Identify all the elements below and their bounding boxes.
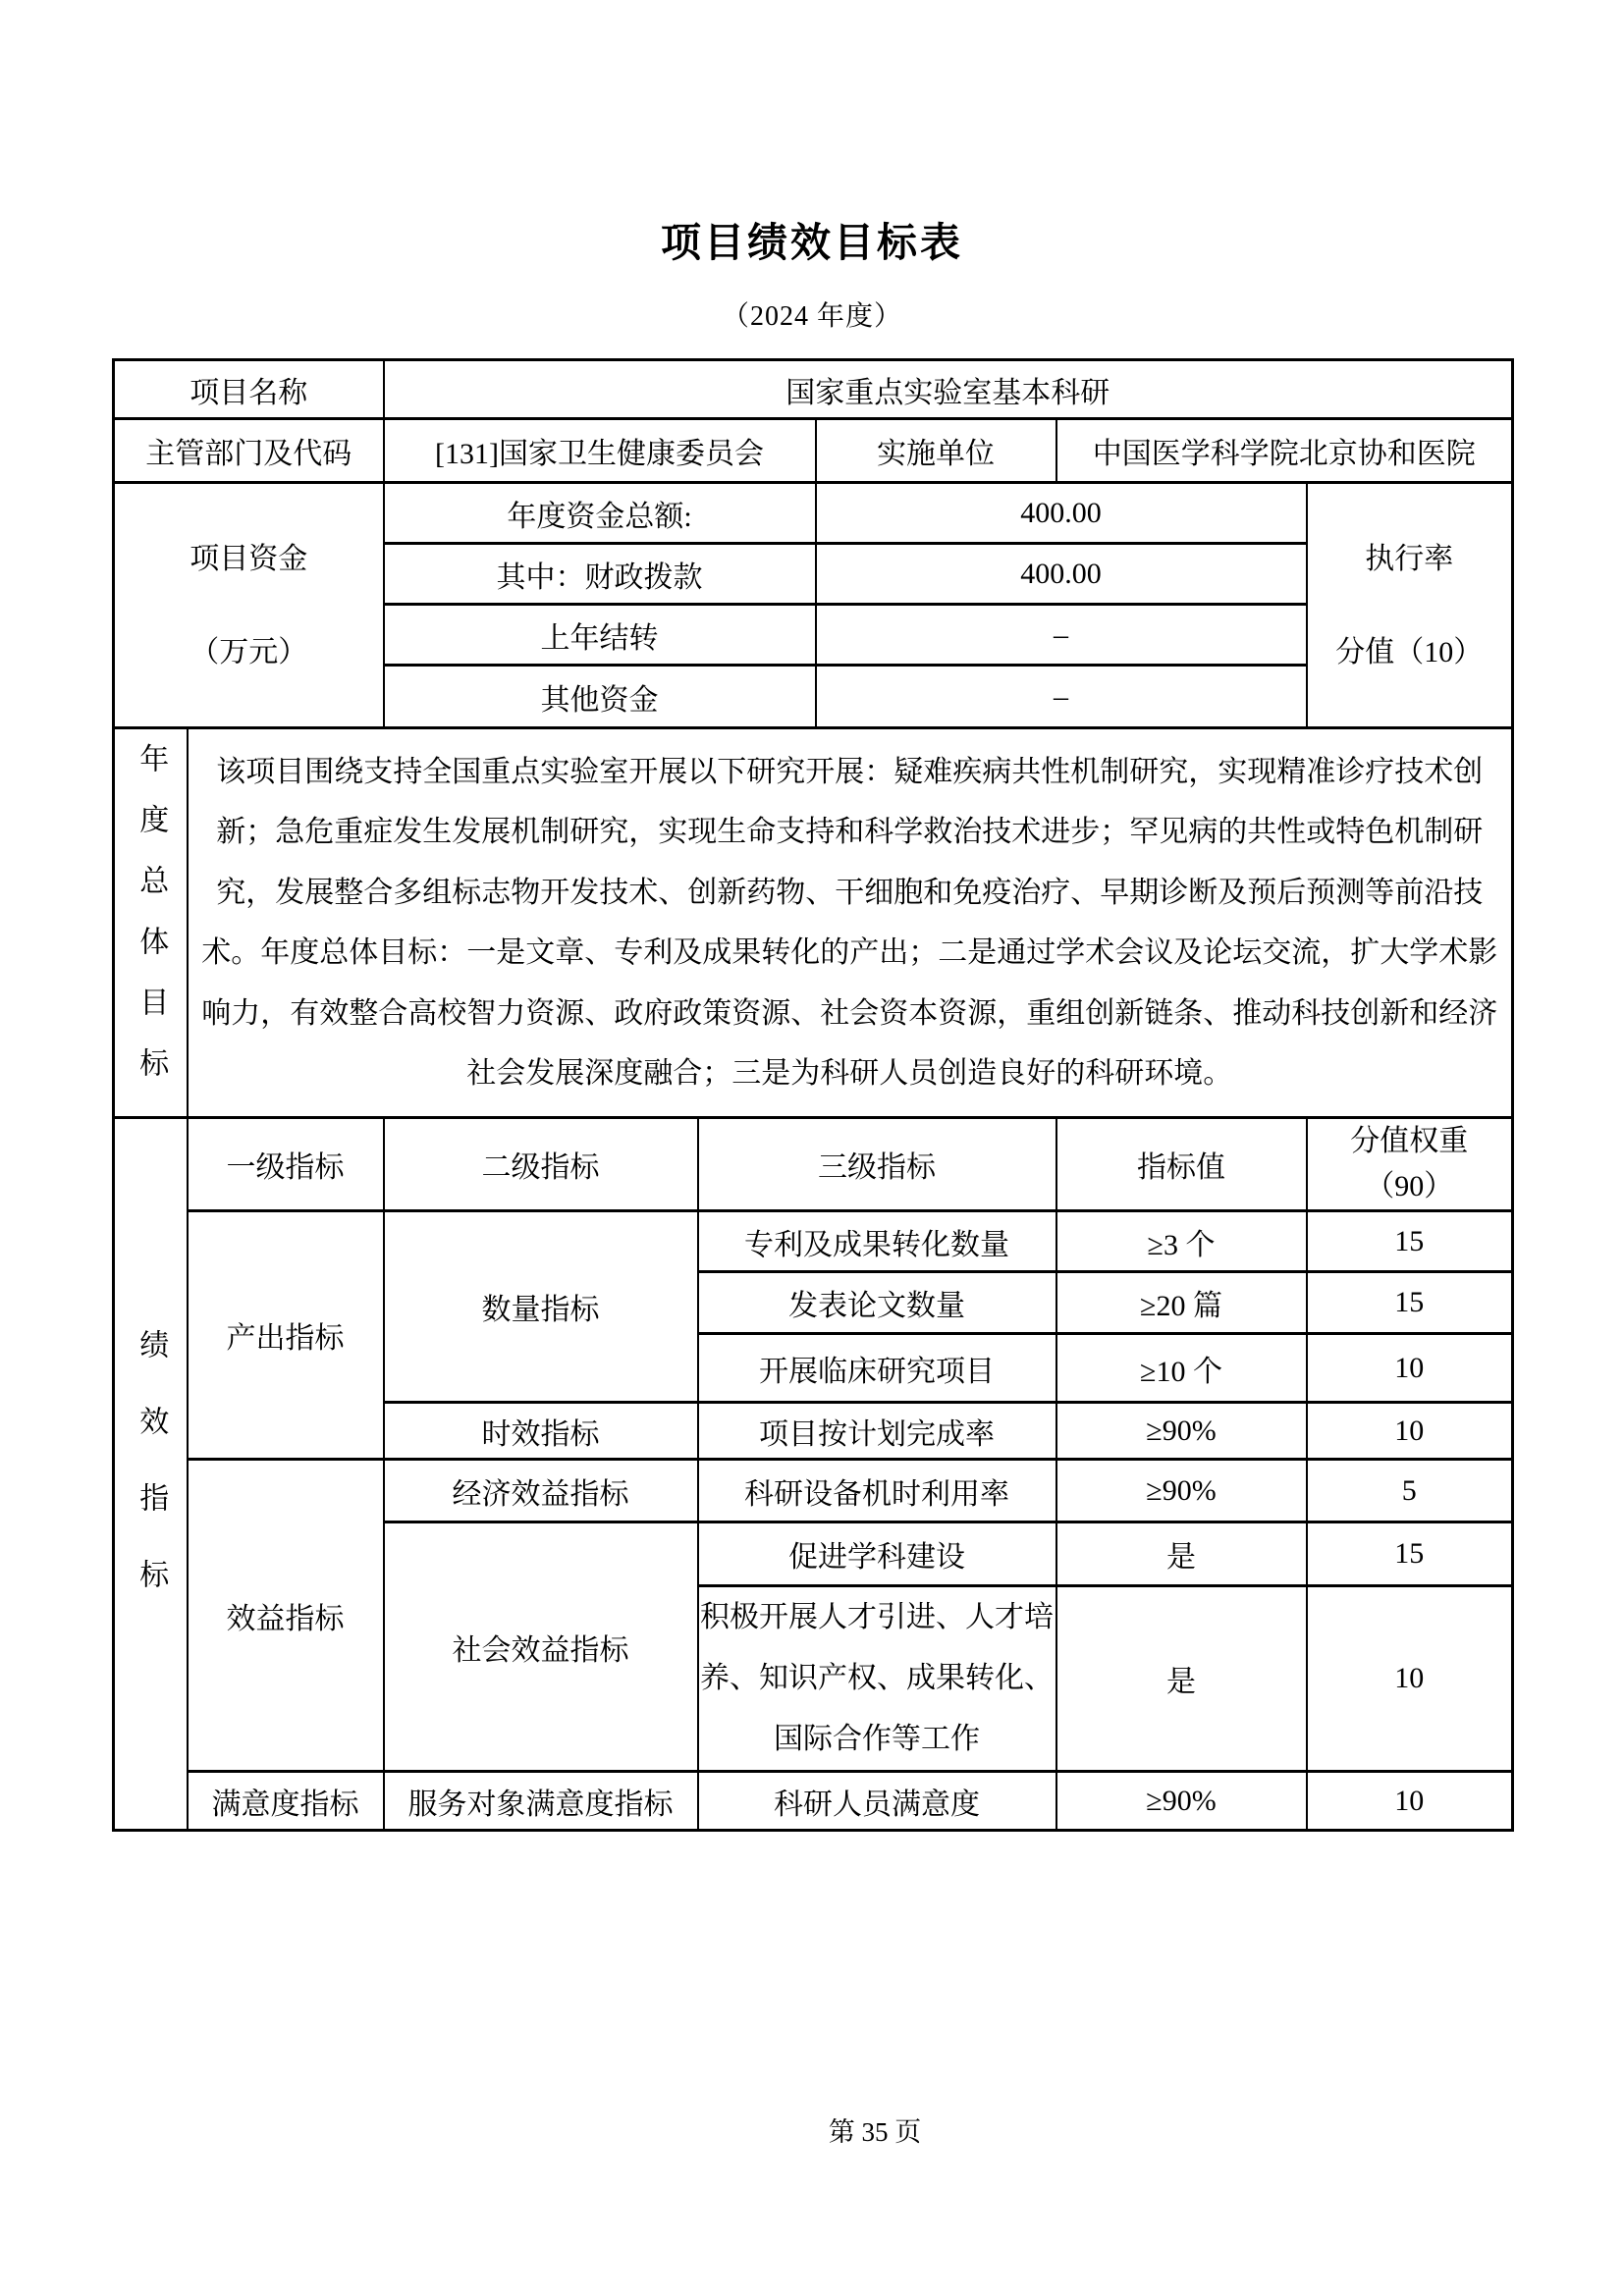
level2-service-satisfaction: 服务对象满意度指标 <box>384 1772 698 1831</box>
execution-rate-line1: 执行率 <box>1365 542 1454 575</box>
header-weight-text <box>1308 1119 1512 1209</box>
header-level2: 二级指标 <box>384 1118 698 1211</box>
indicators-side-label-cell <box>114 1118 188 1831</box>
level1-output: 产出指标 <box>188 1211 384 1460</box>
impl-label: 实施单位 <box>816 419 1056 483</box>
funds-carryover-value: – <box>816 605 1307 666</box>
funds-label <box>114 483 384 728</box>
impl-value: 中国医学科学院北京协和医院 <box>1056 419 1513 483</box>
level3-patents: 专利及成果转化数量 <box>698 1211 1056 1272</box>
score-talent: 10 <box>1307 1586 1513 1772</box>
dept-label: 主管部门及代码 <box>114 419 384 483</box>
score-patents: 15 <box>1307 1211 1513 1272</box>
level1-satisfaction: 满意度指标 <box>188 1772 384 1831</box>
funds-other-value: – <box>816 666 1307 728</box>
level3-researcher-satisfaction: 科研人员满意度 <box>698 1772 1056 1831</box>
funds-total-label: 年度资金总额: <box>384 483 816 544</box>
funds-label-line2: （万元） <box>189 635 308 668</box>
funds-total-value: 400.00 <box>816 483 1307 544</box>
level3-schedule: 项目按计划完成率 <box>698 1403 1056 1460</box>
dept-value: [131]国家卫生健康委员会 <box>384 419 816 483</box>
annual-goal-text: 该项目围绕支持全国重点实验室开展以下研究开展：疑难疾病共性机制研究，实现精准诊疗技术创新；急危重症发生发展机制研究，实现生命支持和科学救治技术进步；罕见病的共性或特色机制研究，发展整合多组标志物开发技术、创新药物、干细胞和免疫治疗、早期诊断及预后预测等前沿技术。年度总体目标：一是文章、专利及成果转化的产出；二是通过学术会议及论坛交流，扩大学术影响力，有效整合高校智力资源、政府政策资源、社会资本资源，重组创新链条、推动科技创新和经济社会发展深度融合；三是为科研人员创造良好的科研环境。 <box>188 728 1513 1118</box>
funds-other-label: 其他资金 <box>384 666 816 728</box>
header-level1: 一级指标 <box>188 1118 384 1211</box>
row-funds-total <box>114 483 1513 544</box>
level3-papers: 发表论文数量 <box>698 1272 1056 1334</box>
row-department <box>114 419 1513 483</box>
indicator-row-equipment <box>114 1460 1513 1522</box>
score-papers: 15 <box>1307 1272 1513 1334</box>
level3-talent: 积极开展人才引进、人才培养、知识产权、成果转化、国际合作等工作 <box>698 1586 1056 1772</box>
page-number: 第 35 页 <box>828 2117 922 2147</box>
funds-fiscal-value: 400.00 <box>816 544 1307 605</box>
row-indicator-header <box>114 1118 1513 1211</box>
level3-clinical: 开展临床研究项目 <box>698 1334 1056 1403</box>
level2-quantity: 数量指标 <box>384 1211 698 1403</box>
level3-equipment: 科研设备机时利用率 <box>698 1460 1056 1522</box>
value-papers: ≥20 篇 <box>1056 1272 1307 1334</box>
score-schedule: 10 <box>1307 1403 1513 1460</box>
score-equipment: 5 <box>1307 1460 1513 1522</box>
score-discipline: 15 <box>1307 1522 1513 1586</box>
annual-goal-side-label-cell <box>114 728 188 1118</box>
funds-carryover-label: 上年结转 <box>384 605 816 666</box>
value-clinical: ≥10 个 <box>1056 1334 1307 1403</box>
execution-rate-cell <box>1307 483 1513 728</box>
score-clinical: 10 <box>1307 1334 1513 1403</box>
value-discipline: 是 <box>1056 1522 1307 1586</box>
header-weight <box>1307 1118 1513 1211</box>
header-weight-line2: （90） <box>1365 1170 1454 1202</box>
execution-rate-line2: 分值（10） <box>1335 635 1484 668</box>
indicator-row-patents <box>114 1211 1513 1272</box>
funds-label-line1: 项目资金 <box>189 542 308 575</box>
execution-rate-text <box>1308 512 1512 699</box>
indicators-side-label: 绩效指标 <box>135 1328 168 1635</box>
level2-economic: 经济效益指标 <box>384 1460 698 1522</box>
value-talent: 是 <box>1056 1586 1307 1772</box>
funds-fiscal-label: 其中：财政拨款 <box>384 544 816 605</box>
score-satisfaction: 10 <box>1307 1772 1513 1831</box>
annual-goal-side-label: 年度总体目标 <box>135 743 168 1108</box>
header-weight-line1: 分值权重 <box>1350 1125 1469 1157</box>
level2-timeliness: 时效指标 <box>384 1403 698 1460</box>
value-schedule: ≥90% <box>1056 1403 1307 1460</box>
value-satisfaction: ≥90% <box>1056 1772 1307 1831</box>
row-annual-goal <box>114 728 1513 1118</box>
header-value: 指标值 <box>1056 1118 1307 1211</box>
level3-discipline: 促进学科建设 <box>698 1522 1056 1586</box>
row-project-name <box>114 360 1513 419</box>
project-name-label: 项目名称 <box>114 360 384 419</box>
performance-target-table <box>112 358 1514 1832</box>
page-title: 项目绩效目标表 <box>661 220 963 265</box>
level2-social: 社会效益指标 <box>384 1522 698 1772</box>
indicator-row-satisfaction <box>114 1772 1513 1831</box>
funds-label-text <box>115 512 383 699</box>
value-equipment: ≥90% <box>1056 1460 1307 1522</box>
project-name-value: 国家重点实验室基本科研 <box>384 360 1513 419</box>
page-subtitle: （2024 年度） <box>721 301 902 332</box>
header-level3: 三级指标 <box>698 1118 1056 1211</box>
level1-benefit: 效益指标 <box>188 1460 384 1772</box>
value-patents: ≥3 个 <box>1056 1211 1307 1272</box>
